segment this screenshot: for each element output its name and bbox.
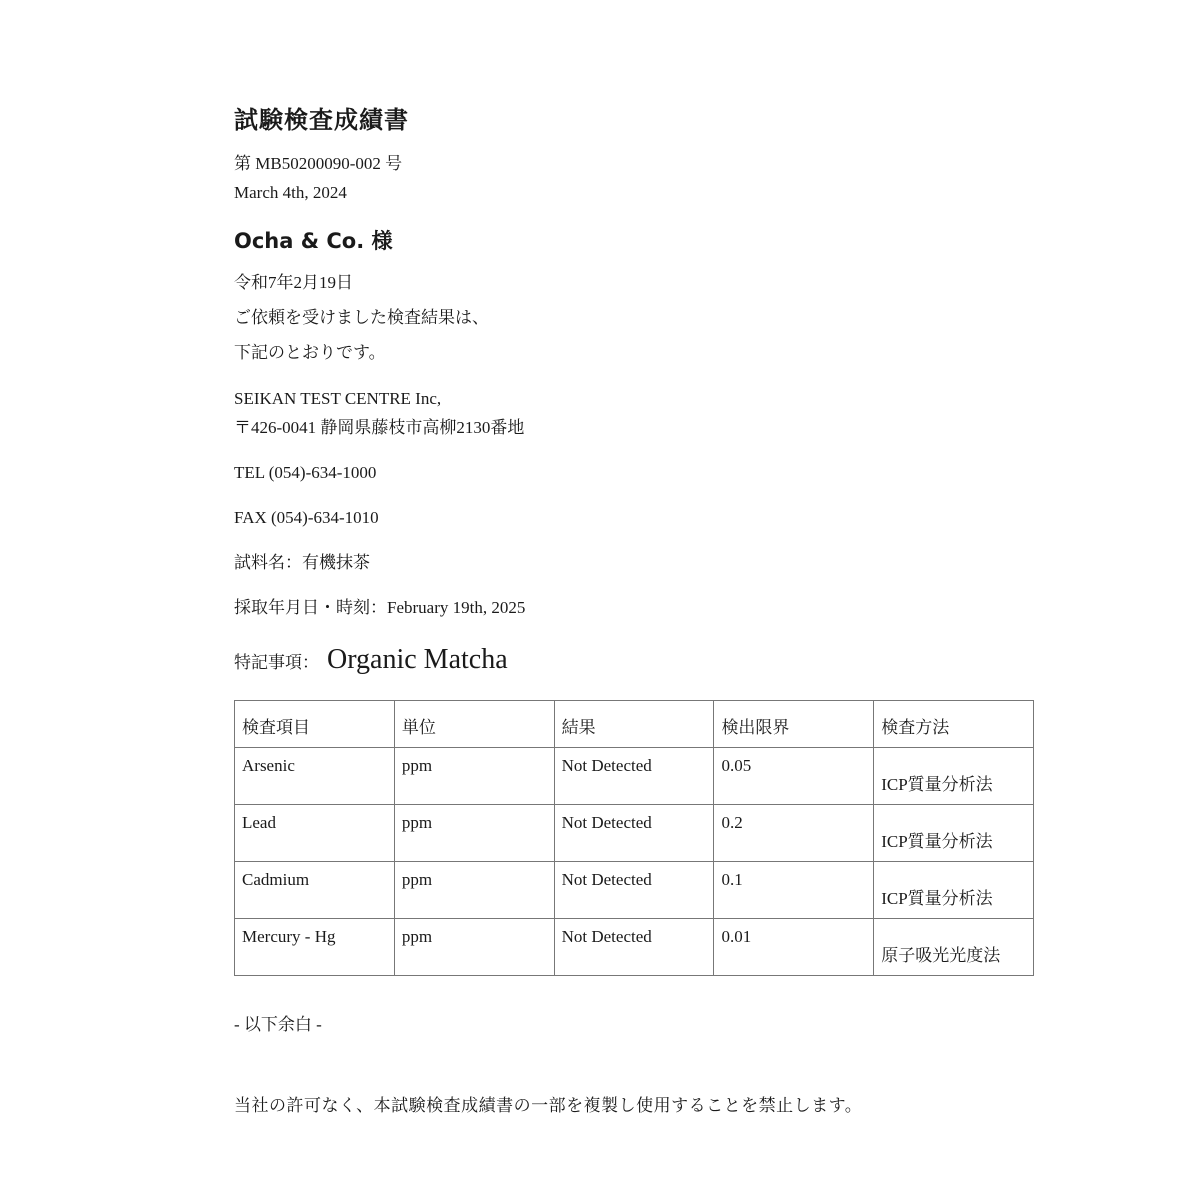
header-unit: 単位 [394,701,554,748]
intro-line-1: ご依頼を受けました検査結果は、 [234,308,489,327]
cell-limit: 0.2 [714,805,874,862]
special-notes [234,644,1054,676]
cell-unit: ppm [394,862,554,919]
cell-unit: ppm [394,748,554,805]
client-name: Ocha & Co. 様 [234,229,393,253]
lab-tel: TEL (054)-634-1000 [234,463,377,482]
remainder-blank-note: - 以下余白 - [234,1015,322,1034]
cell-result: Not Detected [554,862,714,919]
cell-item: Lead [235,805,395,862]
cell-result: Not Detected [554,805,714,862]
results-table [234,700,1034,976]
header-test-method: 検査方法 [874,701,1034,748]
report-number: 第 MB50200090-002 号 [234,154,403,173]
copy-prohibition-notice: 当社の許可なく、本試験検査成績書の一部を複製し使用することを禁止します。 [234,1096,863,1115]
cell-method: ICP質量分析法 [874,862,1034,919]
header-test-item: 検査項目 [235,701,395,748]
table-row [235,748,1034,805]
table-header-row [235,701,1034,748]
header-result: 結果 [554,701,714,748]
lab-fax: FAX (054)-634-1010 [234,508,379,527]
lab-name: SEIKAN TEST CENTRE Inc, [234,389,442,408]
sample-name-label: 試料名： [234,553,302,572]
report-date: March 4th, 2024 [234,183,347,202]
header-detection-limit: 検出限界 [714,701,874,748]
cell-limit: 0.1 [714,862,874,919]
cell-item: Cadmium [235,862,395,919]
sample-name [234,548,1054,577]
table-row [235,862,1034,919]
sampling-datetime [234,593,1054,622]
cell-result: Not Detected [554,919,714,976]
special-label: 特記事項： [234,653,319,672]
cell-item: Arsenic [235,748,395,805]
table-row [235,805,1034,862]
cell-method: ICP質量分析法 [874,748,1034,805]
cell-limit: 0.01 [714,919,874,976]
cell-result: Not Detected [554,748,714,805]
table-row [235,919,1034,976]
cell-method: 原子吸光光度法 [874,919,1034,976]
cell-unit: ppm [394,919,554,976]
intro-date: 令和7年2月19日 [234,273,353,292]
document-title: 試験検査成績書 [234,106,409,134]
report-page [234,100,1054,1116]
special-value: Organic Matcha [327,644,508,675]
lab-address: 〒426-0041 静岡県藤枝市高柳2130番地 [234,418,525,437]
sampling-value: February 19th, 2025 [387,598,526,617]
sampling-label: 採取年月日・時刻： [234,598,387,617]
cell-limit: 0.05 [714,748,874,805]
cell-item: Mercury - Hg [235,919,395,976]
cell-method: ICP質量分析法 [874,805,1034,862]
sample-name-value: 有機抹茶 [302,553,370,572]
cell-unit: ppm [394,805,554,862]
intro-line-2: 下記のとおりです。 [234,343,386,362]
